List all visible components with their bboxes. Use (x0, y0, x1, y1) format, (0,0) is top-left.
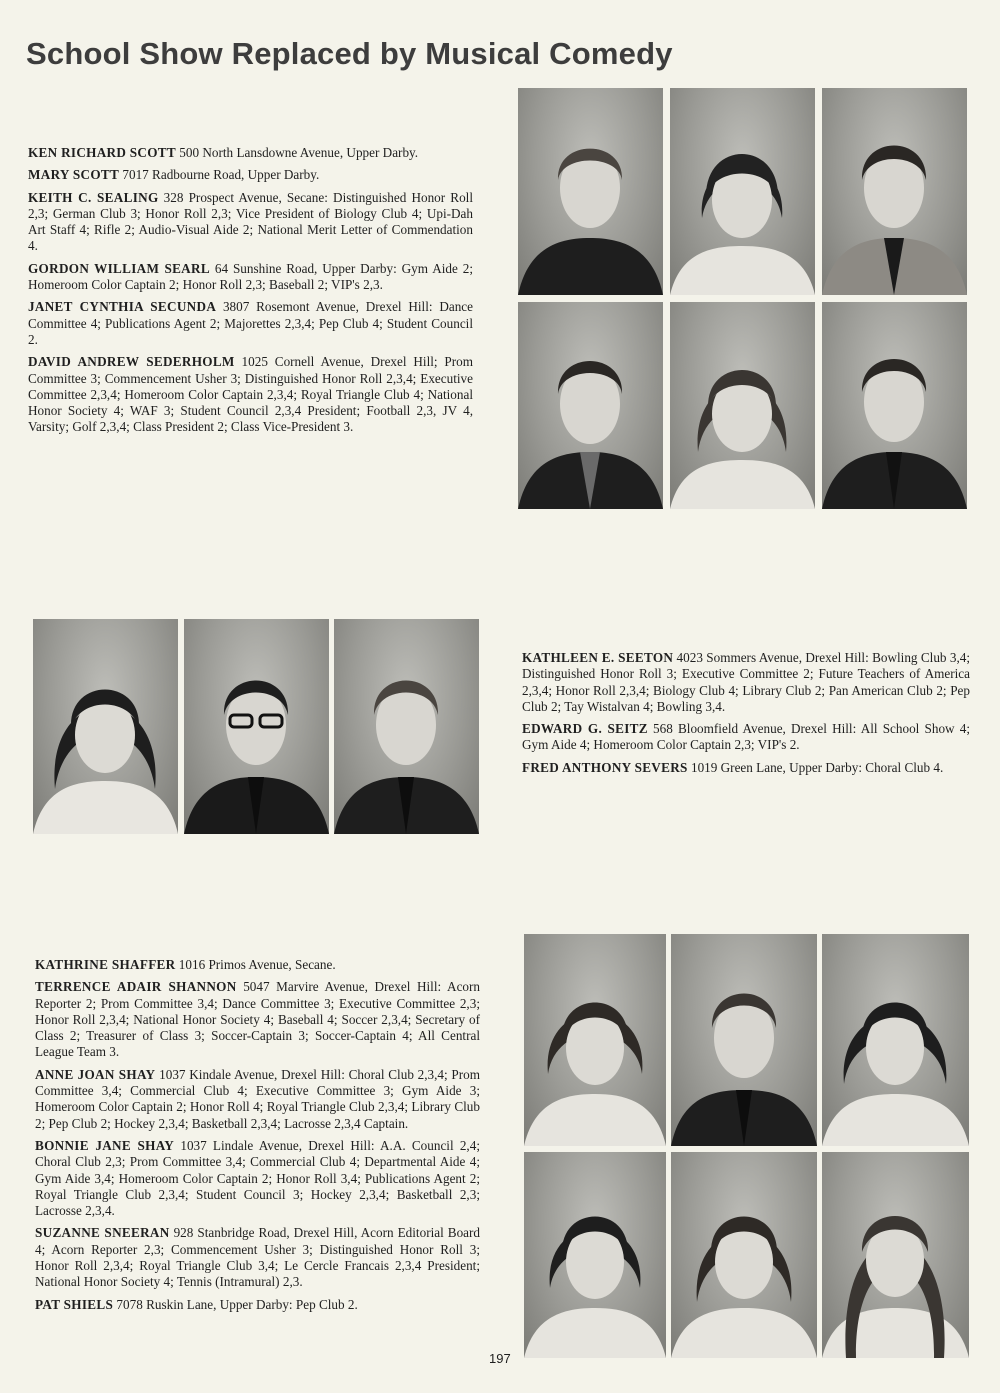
student-entry (35, 957, 480, 973)
student-details: 3807 Rosemont Avenue, Drexel Hill: Dance Committee 4; Publications Agent 2; Majorettes 2,3,4; Pep Club 4; Student Council 2. (28, 299, 473, 347)
student-entry (522, 721, 970, 754)
student-entry (28, 354, 473, 435)
student-entry (35, 1225, 480, 1290)
student-details: 1037 Kindale Avenue, Drexel Hill: Choral Club 2,3,4; Prom Committee 3,4; Commercial Club 4; Executive Committee 3; Gym Aide 3; Homeroom Color Captain 2; Honor Roll 4; Royal Triangle Club 2,3,4; Library Club 2; Pep Club 2; Hockey 2,3,4; Basketball 2,3,4; Lacrosse 2,3,4 Captain. (35, 1066, 481, 1131)
student-entry (35, 1138, 480, 1219)
student-name: KEITH C. SEALING (28, 189, 159, 205)
student-portrait (518, 88, 663, 295)
page-title: School Show Replaced by Musical Comedy (26, 36, 673, 71)
entries-block-2 (522, 650, 970, 782)
student-details: 64 Sunshine Road, Upper Darby: Gym Aide 2; Homeroom Color Captain 2; Honor Roll 2,3; Baseball 2; VIP's 2,3. (28, 260, 474, 293)
student-entry (35, 979, 480, 1060)
student-name: BONNIE JANE SHAY (35, 1137, 175, 1153)
student-name: PAT SHIELS (35, 1296, 114, 1312)
student-details: 1025 Cornell Avenue, Drexel Hill; Prom Committee 3; Commencement Usher 3; Distinguished Honor Roll 2,3,4; Executive Committee 2,3,4; Homeroom Color Captain 2,3,4; Royal Triangle Club 4; National Honor Society 4; WAF 3; Student Council 2,3,4 President; Football 2,3, JV 4, Varsity; Golf 2,3,4; Class President 2; Class Vice-President 3. (28, 354, 474, 435)
student-details: 928 Stanbridge Road, Drexel Hill, Acorn Editorial Board 4; Acorn Reporter 2,3; Commencement Usher 3; Distinguished Honor Roll 3; Honor Roll 2,3,4; Royal Triangle Club 3,4; Le Cercle Francais 2,3,4 President; National Honor Society 4; Tennis (Intramural) 2,3. (35, 1225, 481, 1290)
student-name: KEN RICHARD SCOTT (28, 145, 176, 160)
entries-block-1 (28, 145, 473, 442)
student-name: TERRENCE ADAIR SHANNON (35, 979, 237, 995)
student-details: 7078 Ruskin Lane, Upper Darby: Pep Club 2. (116, 1296, 358, 1312)
student-details: 568 Bloomfield Avenue, Drexel Hill: All School Show 4; Gym Aide 4; Homeroom Color Captain 2,3; VIP's 2. (522, 721, 970, 753)
student-name: GORDON WILLIAM SEARL (28, 260, 210, 276)
student-name: SUZANNE SNEERAN (35, 1225, 170, 1241)
student-entry (35, 1067, 480, 1132)
student-name: ANNE JOAN SHAY (35, 1066, 156, 1082)
student-entry (28, 261, 473, 294)
student-portrait (822, 934, 969, 1146)
student-portrait (671, 934, 817, 1146)
student-portrait (671, 1152, 817, 1358)
student-details: 4023 Sommers Avenue, Drexel Hill: Bowling Club 3,4; Distinguished Honor Roll 3; Executive Committee 2; Future Teachers of America 2,3,4; Honor Roll 2,3,4; Biology Club 4; Library Club 2; Pan American Club 2; Pep Club 2; Tay Wistalvan 4; Bowling 3,4. (522, 650, 970, 714)
student-details: 5047 Marvire Avenue, Drexel Hill: Acorn Reporter 2; Prom Committee 3,4; Dance Committee 3; Executive Committee 2,3; Honor Roll 2,3,4; National Honor Society 4; Baseball 4; Soccer 2,3,4; Secretary of Class 2; Treasurer of Class 3; Soccer-Captain 3; Soccer-Captain 4; All Central League Team 3. (35, 979, 481, 1060)
student-portrait (822, 302, 967, 509)
student-portrait (518, 302, 663, 509)
student-details: 328 Prospect Avenue, Secane: Distinguished Honor Roll 2,3; German Club 3; Honor Roll 2,3; Vice President of Biology Club 4; Upi-Dah Art Staff 4; Rifle 2; Audio-Visual Aide 2; National Merit Letter of Commendation 4. (28, 189, 474, 254)
student-details: 500 North Lansdowne Avenue, Upper Darby. (179, 145, 419, 160)
student-portrait (33, 619, 178, 834)
student-name: FRED ANTHONY SEVERS (522, 759, 688, 775)
student-portrait (334, 619, 479, 834)
student-details: 1037 Lindale Avenue, Drexel Hill: A.A. Council 2,4; Choral Club 2,3; Prom Committee 3,4; Commercial Club 4; Departmental Aide 4; Gym Aide 3,4; Homeroom Color Captain 2; Honor Roll 3,4; Publications Agent 2; Royal Triangle Club 2,3,4; Student Council 3; Hockey 2,3,4; Basketball 2,3; Lacrosse 2,3,4. (35, 1137, 480, 1219)
student-entry (28, 145, 473, 161)
student-entry (522, 760, 970, 776)
student-entry (28, 190, 473, 255)
student-entry (35, 1297, 480, 1313)
student-name: KATHLEEN E. SEETON (522, 650, 674, 665)
student-entry (522, 650, 970, 715)
student-details: 7017 Radbourne Road, Upper Darby. (122, 167, 320, 183)
entries-block-3 (35, 957, 480, 1319)
student-entry (28, 299, 473, 348)
student-name: DAVID ANDREW SEDERHOLM (28, 354, 235, 370)
student-portrait (822, 1152, 969, 1358)
student-portrait (670, 88, 815, 295)
student-name: JANET CYNTHIA SECUNDA (28, 299, 217, 315)
student-name: KATHRINE SHAFFER (35, 957, 176, 972)
student-portrait (822, 88, 967, 295)
student-portrait (524, 934, 666, 1146)
student-details: 1019 Green Lane, Upper Darby: Choral Club 4. (690, 759, 944, 775)
student-name: MARY SCOTT (28, 167, 120, 183)
student-portrait (184, 619, 329, 834)
student-entry (28, 167, 473, 183)
student-portrait (670, 302, 815, 509)
student-name: EDWARD G. SEITZ (522, 721, 648, 737)
student-details: 1016 Primos Avenue, Secane. (178, 957, 336, 972)
page-number: 197 (489, 1351, 511, 1366)
student-portrait (524, 1152, 666, 1358)
